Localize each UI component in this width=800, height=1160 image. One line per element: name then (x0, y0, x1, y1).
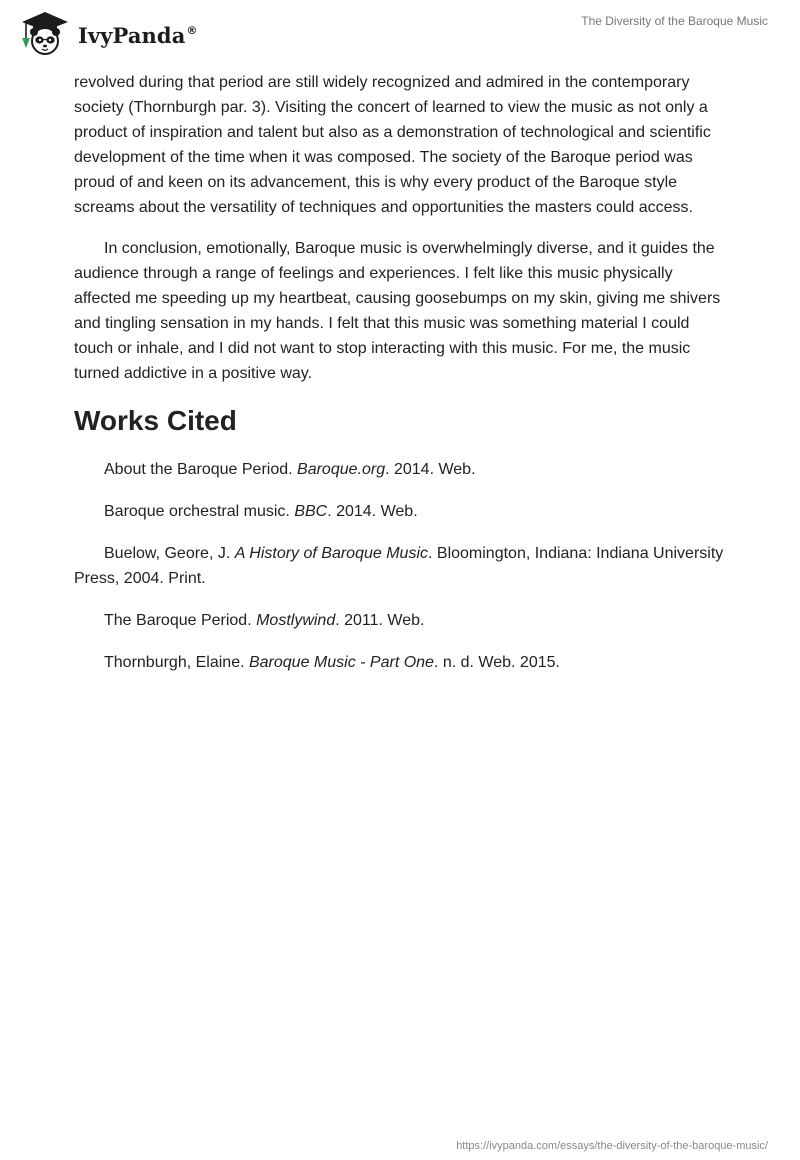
works-cited-list (74, 457, 730, 675)
source-url[interactable]: https://ivypanda.com/essays/the-diversity-of-the-baroque-music/ (456, 1140, 768, 1152)
body-paragraph: In conclusion, emotionally, Baroque music is overwhelmingly diverse, and it guides the audience through a range of feelings and experiences. I felt like this music physically affected me speeding up my heartbeat, causing goosebumps on my skin, giving me shivers and tingling sensation in my hands. I felt that this music was something material I could touch or inhale, and I did not want to stop interacting with this music. For me, the music turned addictive in a positive way. (74, 240, 721, 382)
citation-entry: The Baroque Period. Mostlywind. 2011. Web. (104, 612, 425, 629)
citation-title: Baroque Music - Part One (248, 654, 434, 671)
citation-title: Baroque.org (297, 461, 386, 478)
citation-title: Mostlywind (256, 612, 336, 629)
citation-entry: Buelow, Geore, J. A History of Baroque Music. Bloomington, Indiana: Indiana University Press, 2004. Print. (74, 545, 724, 587)
citation-entry: Baroque orchestral music. BBC. 2014. Web. (104, 503, 418, 520)
citation-title: A History of Baroque Music (234, 545, 428, 562)
works-cited-heading: Works Cited (74, 405, 237, 436)
citation-entry: Thornburgh, Elaine. Baroque Music - Part One. n. d. Web. 2015. (104, 654, 560, 671)
body-paragraph: revolved during that period are still widely recognized and admired in the contemporary society (Thornburgh par. 3). Visiting the concert of learned to view the music as not only a product of inspiration and talent but also as a demonstration of technological and scientific development of the time when it was composed. The society of the Baroque period was proud of and keen on its advancement, this is why every product of the Baroque style screams about the versatility of techniques and opportunities the masters could access. (74, 74, 711, 216)
ivypanda-logo[interactable] (14, 8, 198, 58)
registered-mark: ® (186, 23, 198, 37)
page-header (0, 0, 800, 64)
logo-text: IvyPanda® (78, 22, 198, 48)
essay-content (74, 70, 730, 692)
citation-title: BBC (294, 503, 328, 520)
document-title: The Diversity of the Baroque Music (581, 14, 768, 28)
citation-entry: About the Baroque Period. Baroque.org. 2014. Web. (104, 461, 476, 478)
panda-icon (14, 8, 76, 58)
